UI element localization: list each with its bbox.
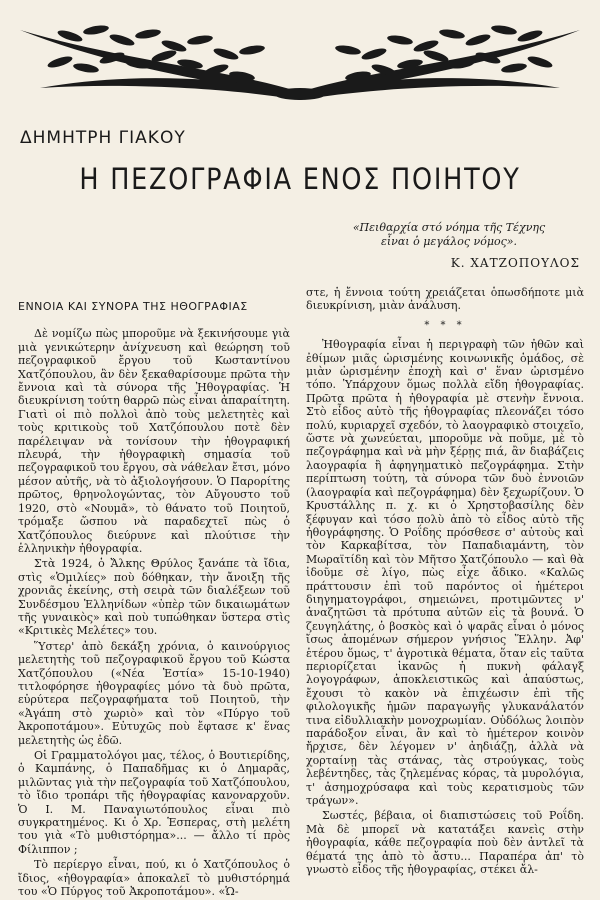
paragraph: Σωστές, βέβαια, οἱ διαπιστώσεις τοῦ Ροΐδη. Μὰ δὲ μπορεῖ νὰ κατατάξει κανεὶς στὴν ἠθογραφία, κάθε πεζογραφία ποὺ δὲν ἀντλεῖ τὰ θέματά της ἀπὸ τὸ ἄστυ... Παραπέρα ἀπ' τὸ γνωστὸ εἶδος τῆς ἠθογραφίας, στέκει ἄλ- [306, 809, 584, 877]
header-ornament [0, 0, 600, 112]
paragraph: Τὸ περίεργο εἶναι, πού, κι ὁ Χατζόπουλος ὁ ἴδιος, «ἠθογραφία» ἀποκαλεῖ τὸ μυθιστόρημά του «Ὁ Πύργος τοῦ Ἀκροποτάμου». «Ὡ- [18, 858, 290, 899]
paragraph: Δὲ νομίζω πὼς μποροῦμε νὰ ξεκινήσουμε γιὰ μιὰ γενικώτερην ἀνίχνευση καὶ θεώρηση τοῦ πεζογραφικοῦ ἔργου τοῦ Κωσταντίνου Χατζόπουλου, ἂν δὲν ξεκαθαρίσουμε πρῶτα τὴν ἔννοια καὶ τὰ σύνορα τῆς Ἠθογραφίας. Ἡ διευκρίνιση τούτη θαρρῶ πὼς εἶναι ἀπαραίτητη. Γιατὶ οἱ πιὸ πολλοὶ ἀπὸ τοὺς μελετητὲς καὶ τοὺς κριτικοὺς τοῦ Χατζόπουλου ποτὲ δὲν παρέλειψαν νὰ τονίσουν τὴν ἠθογραφική πλευρά, τὴν ἠθογραφικὴ σημασία τοῦ πεζογραφικοῦ του ἔργου, σὰ νάθελαν ἔτσι, μόνο μέσον αὐτῆς, νὰ τὸ ἀξιολογήσουν. Ὁ Παρορίτης πρῶτος, θρηνολογώντας, τὸν Αὔγουστο τοῦ 1920, στὸ «Νουμᾶ», τὸ θάνατο τοῦ Ποιητοῦ, τρόμαξε ὥσπου νὰ παραδεχτεῖ πὼς ὁ Χατζόπουλος διεύρυνε καὶ πλούτισε τὴν ἑλληνικὴν ἠθογραφία. [18, 327, 290, 555]
paragraph: Στὰ 1924, ὁ Ἄλκης Θρύλος ξανάπε τὰ ἴδια, στὶς «Ὁμιλίες» ποὺ δόθηκαν, τὴν ἄνοιξη τῆς χρονιᾶς ἐκείνης, στὴ σειρὰ τῶν διαλέξεων τοῦ Συνδέσμου Ἑλληνίδων «ὑπὲρ τῶν δικαιωμάτων τῆς γυναικὸς» καὶ ποὺ τυπώθηκαν ὕστερα στὶς «Κριτικὲς Μελέτες» του. [18, 557, 290, 638]
paragraph: Ὕστερ' ἀπὸ δεκάξη χρόνια, ὁ καινούργιος μελετητὴς τοῦ πεζογραφικοῦ ἔργου τοῦ Κώστα Χατζόπουλου («Νέα Ἑστία» 15-10-1940) τιτλοφόρησε ἠθογραφίες μόνο τὰ δυὸ πρῶτα, εὐρύτερα πεζογραφήματα τοῦ Ποιητοῦ, τὴν «Ἀγάπη στὸ χωριὸ» καὶ τὸν «Πύργο τοῦ Ἀκροποτάμου». Εὐτυχῶς ποὺ ἔφτασε κ' ἕνας μελετητὴς ὡς ἐδῶ. [18, 639, 290, 747]
epigraph-line: «Πειθαρχία στό νόημα τῆς Τέχνης [352, 221, 546, 234]
section-separator: * * * [424, 319, 466, 331]
right-column [306, 286, 584, 878]
author-name: ΔΗΜΗΤΡΗ ΓΙΑΚΟΥ [20, 128, 186, 148]
epigraph-line: εἶναι ὁ μεγάλος νόμος». [380, 235, 518, 248]
article-title: Η ΠΕΖΟΓΡΑΦΙΑ ΕΝΟΣ ΠΟΙΗΤΟΥ [79, 162, 521, 196]
paragraph: Ἠθογραφία εἶναι ἡ περιγραφὴ τῶν ἠθῶν καὶ ἐθίμων μιᾶς ὡρισμένης κοινωνικῆς ὁμάδος, σὲ μιὰν ὡρισμένην ἐποχὴ καὶ σ' ἕναν ὡρισμένο τόπο. Ὑπάρχουν ὅμως πολλὰ εἴδη ἠθογραφίας. Πρῶτα πρῶτα ἡ ἠθογραφία μὲ στενὴν ἔννοια. Στὸ εἶδος αὐτὸ τῆς ἠθογραφίας πλεονάζει τόσο πολύ, κυριαρχεῖ σχεδόν, τὸ λαογραφικὸ στοιχεῖο, ὥστε νὰ χωνεύεται, μποροῦμε νὰ ποῦμε, μὲ τὸ πεζογράφημα καὶ νὰ μὴν ξέρῃς πιά, ἂν διαβάζεις λαογραφία ἢ ἀφηγηματικὸ πεζογράφημα. Στὴν περίπτωση τούτη, τὰ σύνορα τῶν δυὸ ἐννοιῶν (λαογραφία καὶ πεζογράφημα) δὲν ξεχωρίζουν. Ὁ Κρυστάλλης π. χ. κι ὁ Χρηστοβασίλης δὲν ξέφυγαν καὶ τόσο πολὺ ἀπὸ τὸ εἶδος αὐτὸ τῆς ἠθογράφησης. Ὁ Ροΐδης πρόσθεσε σ' αὐτοὺς καὶ τὸν Καρκαβίτσα, τὸν Παπαδιαμάντη, τὸν Μωραϊτίδη καὶ τὸν Μῆτσο Χατζόπουλο — καὶ θὰ ἰδοῦμε σὲ λίγο, πὼς εἶχε ἄδικο. «Καλῶς πράττουσιν ἐπὶ τοῦ παρόντος οἱ ἡμέτεροι διηγηματογράφοι, σημειώνει, προτιμῶντες ν' ἀναζητῶσι τὰ πρότυπα αὐτῶν εἰς τὰ βουνά. Ὁ ζευγηλάτης, ὁ βοσκὸς καὶ ὁ ψαρᾶς εἶναι ὁ μόνος ἴσως ἀπομένων σήμερον γνήσιος Ἕλλην. Ἀφ' ἑτέρου ὅμως, τ' ἀγροτικὰ θέματα, ὅταν εἰς ταῦτα περιορίζεται ἱκανῶς ἡ πυκνὴ φάλαγξ λογογράφων, ἀποκλειστικῶς καὶ ἀπαύστως, ἔχουσι τὸ κακὸν νὰ ἐπιχέωσιν ἐπὶ τῆς φιλολογικῆς ἡμῶν παραγωγῆς γλυκανάλατόν τινα εἰδυλλιακὴν μονοχρωμίαν. Οὐδόλως λοιπὸν παράδοξον εἶναι, ἂν καὶ τὸ ἡμέτερον κοινὸν ἤρχισε, δὲν λέγομεν ν' ἀηδιάζῃ, ἀλλὰ νὰ χορταίνῃ τὰς στάνας, τὰς στρούγκας, τοὺς λεβέντηδες, τὰς ζηλεμένας κόρας, τὰ μυρολόγια, τ' ἀσημοχρύσαφα καὶ τοὺς κερατισμοὺς τῶν τράγων». [306, 338, 584, 808]
left-column [18, 300, 290, 900]
paragraph: Οἱ Γραμματολόγοι μας, τέλος, ὁ Βουτιερίδης, ὁ Καμπάνης, ὁ Παπαδῆμας κι ὁ Δημαρᾶς, μιλῶντας γιὰ τὴν πεζογραφία τοῦ Χατζόπουλου, τὸ ἴδιο τροπάρι τῆς ἠθογραφίας κανοναρχοῦν. Ὁ Ι. Μ. Παναγιωτόπουλος εἶναι πιὸ συγκρατημένος. Κι ὁ Χρ. Ἑσπερας, στὴ μελέτη του γιὰ «Τὸ μυθιστόρημα»... — ἄλλο τί πρὸς Φίλιππον ; [18, 749, 290, 856]
paragraph-continuation: στε, ἡ ἔννοια τούτη χρειάζεται ὁπωσδήποτε μιὰ διευκρίνιση, μιὰν ἀνάλυση. [306, 286, 584, 313]
section-heading: ΕΝΝΟΙΑ ΚΑΙ ΣΥΝΟΡΑ ΤΗΣ ΗΘΟΓΡΑΦΙΑΣ [18, 300, 248, 313]
epigraph-author: Κ. ΧΑΤΖΟΠΟΥΛΟΣ [450, 256, 580, 270]
epigraph [318, 221, 580, 249]
